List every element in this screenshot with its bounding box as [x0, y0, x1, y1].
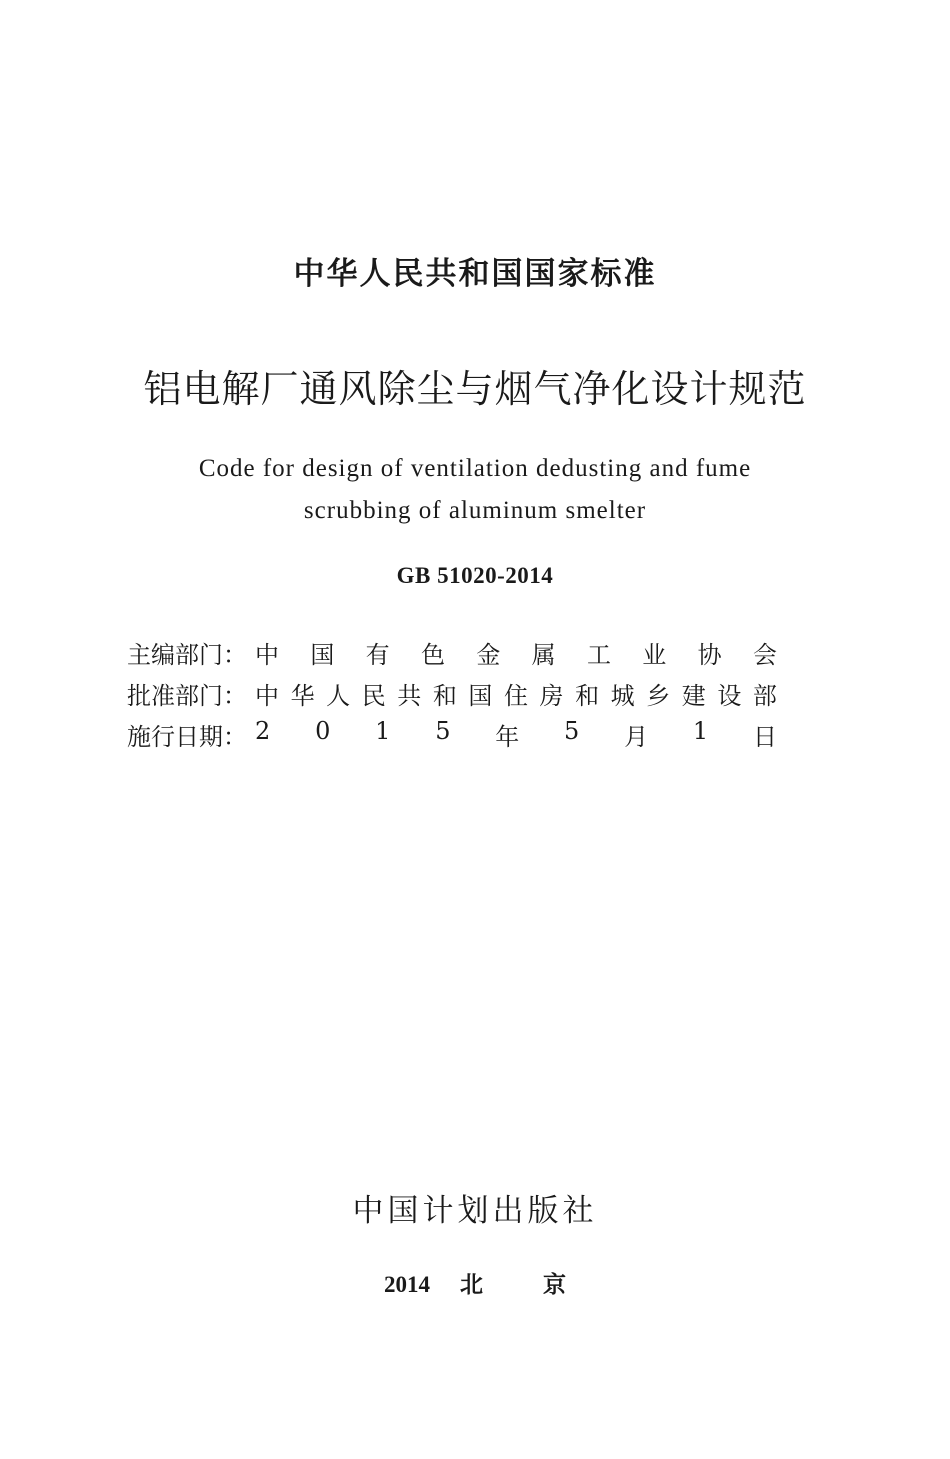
standard-code: GB 51020-2014	[396, 563, 554, 588]
approver-value	[255, 676, 777, 711]
value-char: 年	[495, 723, 520, 751]
value-char: 0	[315, 717, 331, 745]
publication-year-city	[0, 1266, 950, 1299]
value-char: 业	[642, 641, 667, 669]
value-char: 2	[255, 717, 271, 745]
approver-label: 批准部门：	[127, 682, 247, 710]
value-char: 华	[290, 682, 315, 710]
value-char: 有	[365, 641, 390, 669]
value-char: 协	[697, 641, 722, 669]
value-char: 住	[503, 682, 528, 710]
chief-editor-label: 主编部门：	[127, 641, 247, 669]
value-char: 会	[752, 641, 777, 669]
value-char: 5	[435, 717, 451, 745]
value-char: 金	[476, 641, 501, 669]
publication-year: 2014	[384, 1272, 430, 1297]
value-char: 房	[539, 682, 564, 710]
chief-editor-value	[255, 635, 777, 670]
value-char: 乡	[646, 682, 671, 710]
effective-date-row	[127, 717, 777, 753]
chief-editor-row	[127, 635, 777, 671]
city-char-1: 北	[460, 1272, 483, 1297]
value-char: 部	[752, 682, 777, 710]
value-char: 和	[575, 682, 600, 710]
value-char: 1	[692, 717, 709, 745]
title-english-line-2: scrubbing of aluminum smelter	[303, 497, 647, 524]
document-title-english	[0, 448, 950, 532]
title-english-line-1: Code for design of ventilation dedusting and fume	[198, 455, 752, 482]
value-char: 民	[361, 682, 386, 710]
effective-date-value	[255, 717, 777, 752]
value-char: 城	[610, 682, 635, 710]
value-char: 工	[586, 641, 611, 669]
value-char: 1	[375, 717, 391, 745]
value-char: 设	[717, 682, 742, 710]
value-char: 人	[326, 682, 351, 710]
value-char: 建	[681, 682, 706, 710]
value-char: 属	[531, 641, 556, 669]
value-char: 日	[752, 723, 777, 751]
value-char: 5	[564, 717, 580, 745]
effective-date-label: 施行日期：	[127, 723, 247, 751]
value-char: 和	[432, 682, 457, 710]
value-char: 中	[255, 641, 279, 669]
approver-row	[127, 676, 777, 712]
value-char: 国	[310, 641, 335, 669]
value-char: 国	[468, 682, 493, 710]
value-char: 共	[397, 682, 422, 710]
value-char: 色	[420, 641, 445, 669]
city-char-2: 京	[543, 1272, 566, 1297]
publisher-name: 中国计划出版社	[352, 1193, 598, 1229]
document-title-chinese: 铝电解厂通风除尘与烟气净化设计规范	[143, 367, 807, 411]
national-standard-heading: 中华人民共和国国家标准	[293, 256, 657, 292]
value-char: 中	[255, 682, 279, 710]
value-char: 月	[624, 723, 649, 751]
